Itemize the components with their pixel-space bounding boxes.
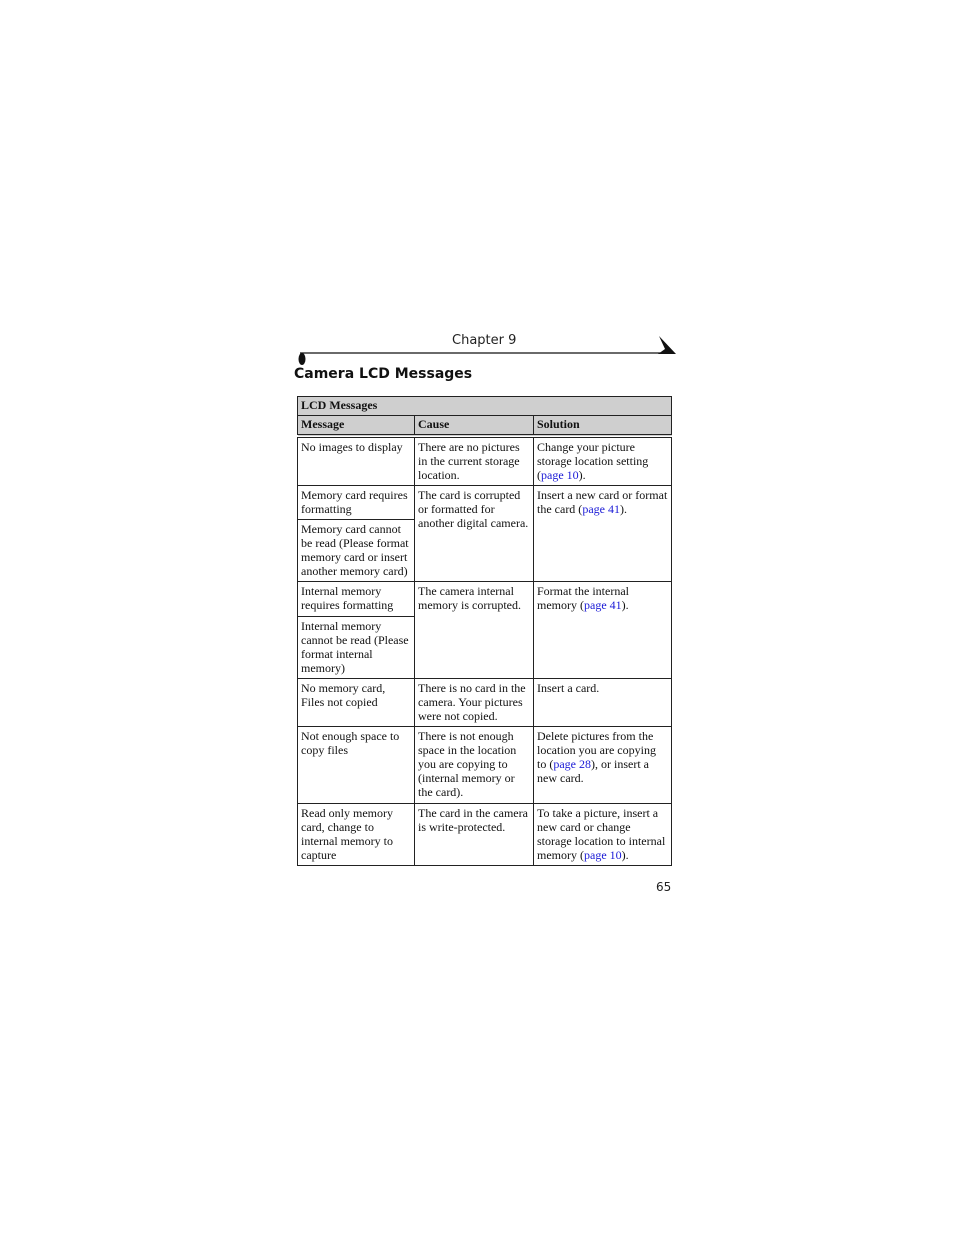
header-rule-icon	[296, 334, 678, 368]
chapter-label: Chapter 9	[452, 333, 517, 348]
message-cell: Internal memory cannot be read (Please format internal memory)	[298, 616, 415, 678]
table-row	[298, 581, 672, 616]
cause-cell: There is not enough space in the location you are copying to (internal memory or the card).	[415, 726, 534, 803]
cause-cell: There is no card in the camera. Your pictures were not copied.	[415, 678, 534, 726]
cause-cell: There are no pictures in the current storage location.	[415, 436, 534, 485]
column-header-solution: Solution	[534, 416, 672, 437]
message-cell: Memory card requires formatting	[298, 485, 415, 519]
column-header-message: Message	[298, 416, 415, 437]
message-cell: Internal memory requires formatting	[298, 581, 415, 616]
lcd-messages-table	[297, 396, 672, 866]
page-link[interactable]: page 41	[582, 501, 620, 516]
table-row	[298, 678, 672, 726]
message-cell: Memory card cannot be read (Please format memory card or insert another memory card)	[298, 519, 415, 581]
page-link[interactable]: page 28	[553, 756, 591, 771]
solution-cell: Insert a card.	[534, 678, 672, 726]
section-title: Camera LCD Messages	[294, 366, 473, 382]
message-cell: No images to display	[298, 436, 415, 485]
cause-cell: The card is corrupted or formatted for another digital camera.	[415, 485, 534, 581]
message-cell: Not enough space to copy files	[298, 726, 415, 803]
page-link[interactable]: page 10	[541, 468, 579, 482]
message-cell: No memory card, Files not copied	[298, 678, 415, 726]
solution-cell: Change your picture storage location setting (page 10).	[534, 436, 672, 485]
table-row	[298, 436, 672, 485]
solution-cell: Format the internal memory (page 41).	[534, 581, 672, 678]
table-row	[298, 803, 672, 865]
solution-cell: To take a picture, insert a new card or change storage location to internal memory (page 10).	[534, 803, 672, 865]
table-row	[298, 485, 672, 519]
message-cell: Read only memory card, change to internal memory to capture	[298, 803, 415, 865]
solution-cell: Delete pictures from the location you are copying to (page 28), or insert a new card.	[534, 726, 672, 803]
table-title: LCD Messages	[298, 397, 672, 416]
cause-cell: The card in the camera is write-protected.	[415, 803, 534, 865]
page-link[interactable]: page 41	[584, 597, 622, 612]
page-link[interactable]: page 10	[584, 847, 622, 862]
cause-cell: The camera internal memory is corrupted.	[415, 581, 534, 678]
solution-cell: Insert a new card or format the card (page 41).	[534, 485, 672, 581]
page-number: 65	[656, 880, 672, 894]
table-row	[298, 726, 672, 803]
column-header-cause: Cause	[415, 416, 534, 437]
